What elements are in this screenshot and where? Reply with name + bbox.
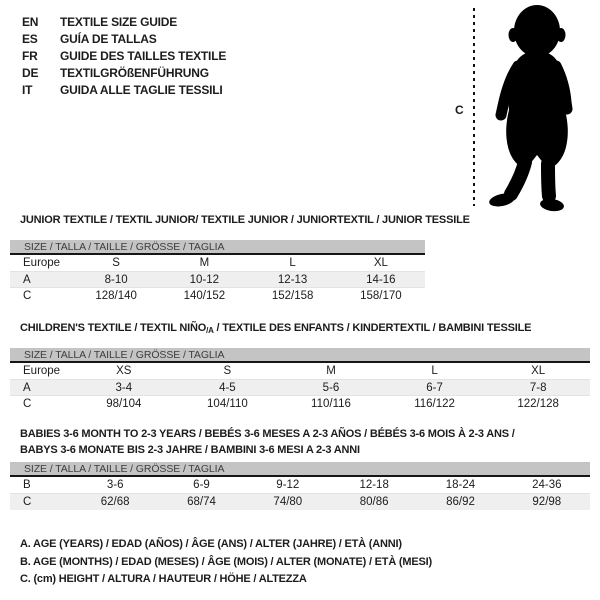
size-cell: 6-9 <box>193 479 210 491</box>
table-row <box>10 363 590 380</box>
babies-table-rows <box>10 477 590 510</box>
size-cell: 80/86 <box>359 495 389 508</box>
babies-title-line1: BABIES 3-6 MONTH TO 2-3 YEARS / BEBÉS 3-6 MESES A 2-3 AÑOS / BÉBÉS 3-6 MOIS À 2-3 ANS / <box>20 428 515 440</box>
size-cell: L <box>431 365 438 377</box>
size-cell: 12-13 <box>277 273 308 286</box>
babies-title-line2: BABYS 3-6 MONATE BIS 2-3 JAHRE / BAMBINI 3-6 MESI A 2-3 ANNI <box>20 444 360 456</box>
row-label: A <box>23 273 31 286</box>
size-cell: 110/116 <box>311 398 351 410</box>
footnote-line: C. (cm) HEIGHT / ALTURA / HAUTEUR / HÖHE / ALTEZZA <box>20 573 307 585</box>
size-cell: M <box>326 365 336 377</box>
table-row <box>10 380 590 397</box>
language-row <box>22 30 226 47</box>
junior-table-rows <box>10 255 425 305</box>
language-code: ES <box>22 31 38 46</box>
junior-size-table <box>10 214 470 305</box>
size-header-bar: SIZE / TALLA / TAILLE / GRÖSSE / TAGLIA <box>10 462 590 477</box>
language-code: IT <box>22 82 33 97</box>
row-label: C <box>23 290 32 302</box>
size-cell: XL <box>373 257 388 269</box>
size-cell: 104/110 <box>207 398 248 410</box>
size-cell: 10-12 <box>189 273 220 286</box>
size-cell: 5-6 <box>322 381 340 394</box>
size-cell: 4-5 <box>219 381 236 394</box>
row-label: Europe <box>23 257 61 269</box>
table-row <box>10 288 425 305</box>
size-cell: 158/170 <box>360 290 402 302</box>
children-table-title <box>10 322 590 337</box>
size-cell: 128/140 <box>95 290 137 302</box>
size-cell: XS <box>116 365 132 377</box>
size-cell: 86/92 <box>446 495 475 508</box>
size-cell: 24-36 <box>532 479 562 491</box>
size-cell: 68/74 <box>187 495 216 508</box>
table-row <box>10 477 590 494</box>
legend-footnotes <box>20 536 432 589</box>
row-label: B <box>23 479 31 491</box>
table-row <box>10 272 425 289</box>
language-row <box>22 81 226 98</box>
size-cell: 116/122 <box>414 398 455 410</box>
table-row <box>10 494 590 511</box>
size-cell: 62/68 <box>100 495 130 508</box>
language-title: GUIDA ALLE TAGLIE TESSILI <box>60 82 223 97</box>
language-title: GUIDE DES TAILLES TEXTILE <box>60 48 227 63</box>
size-cell: M <box>199 257 210 269</box>
language-row <box>22 64 226 81</box>
size-cell: 12-18 <box>359 479 389 491</box>
footnote-line: A. AGE (YEARS) / EDAD (AÑOS) / ÂGE (ANS) / ALTER (JAHRE) / ETÀ (ANNI) <box>20 538 402 550</box>
row-label: C <box>23 398 32 410</box>
language-code: EN <box>22 14 39 29</box>
children-size-table <box>10 322 590 413</box>
size-cell: 9-12 <box>276 479 300 491</box>
language-code: DE <box>22 65 39 80</box>
size-cell: 6-7 <box>426 381 443 394</box>
junior-table-title: JUNIOR TEXTILE / TEXTIL JUNIOR/ TEXTILE JUNIOR / JUNIORTEXTIL / JUNIOR TESSILE <box>20 214 470 226</box>
size-header-bar: SIZE / TALLA / TAILLE / GRÖSSE / TAGLIA <box>10 240 425 255</box>
size-cell: 122/128 <box>517 398 559 410</box>
babies-table-title <box>10 426 590 458</box>
row-label: C <box>23 495 32 508</box>
toddler-silhouette-image <box>480 4 594 212</box>
children-title-suffix: / TEXTILE DES ENFANTS / KINDERTEXTIL / BAMBINI TESSILE <box>213 322 532 334</box>
size-cell: 98/104 <box>106 398 142 410</box>
height-measure-dashed-line <box>473 8 475 206</box>
size-header-bar: SIZE / TALLA / TAILLE / GRÖSSE / TAGLIA <box>10 348 590 363</box>
size-cell: 92/98 <box>532 495 562 508</box>
size-cell: 18-24 <box>445 479 476 491</box>
table-row <box>10 255 425 272</box>
size-cell: S <box>223 365 232 377</box>
size-cell: 14-16 <box>366 273 396 286</box>
size-cell: 3-4 <box>115 381 133 394</box>
language-row <box>22 47 226 64</box>
row-label: A <box>23 381 31 394</box>
language-title-block <box>22 13 226 98</box>
footnote-line: B. AGE (MONTHS) / EDAD (MESES) / ÂGE (MOIS) / ALTER (MONATE) / ETÀ (MESI) <box>20 555 432 568</box>
children-table-rows <box>10 363 590 413</box>
children-title-subscript: /A <box>206 326 214 335</box>
table-row <box>10 396 590 413</box>
height-measure-label: C <box>455 103 464 117</box>
size-cell: S <box>112 257 120 269</box>
language-code: FR <box>22 48 38 63</box>
size-cell: 140/152 <box>183 290 226 302</box>
language-title: GUÍA DE TALLAS <box>60 31 157 46</box>
size-cell: 7-8 <box>529 381 547 394</box>
size-cell: 3-6 <box>106 479 124 491</box>
size-cell: XL <box>531 365 546 377</box>
babies-size-table <box>10 426 590 510</box>
size-cell: 74/80 <box>273 495 303 508</box>
children-title-prefix: CHILDREN'S TEXTILE / TEXTIL NIÑO <box>20 322 207 334</box>
size-cell: 8-10 <box>104 273 128 286</box>
language-title: TEXTILE SIZE GUIDE <box>60 14 178 29</box>
size-cell: 152/158 <box>271 290 314 302</box>
language-title: TEXTILGRÖßENFÜHRUNG <box>60 65 209 80</box>
row-label: Europe <box>23 365 61 377</box>
language-row <box>22 13 226 30</box>
size-cell: L <box>289 257 296 269</box>
